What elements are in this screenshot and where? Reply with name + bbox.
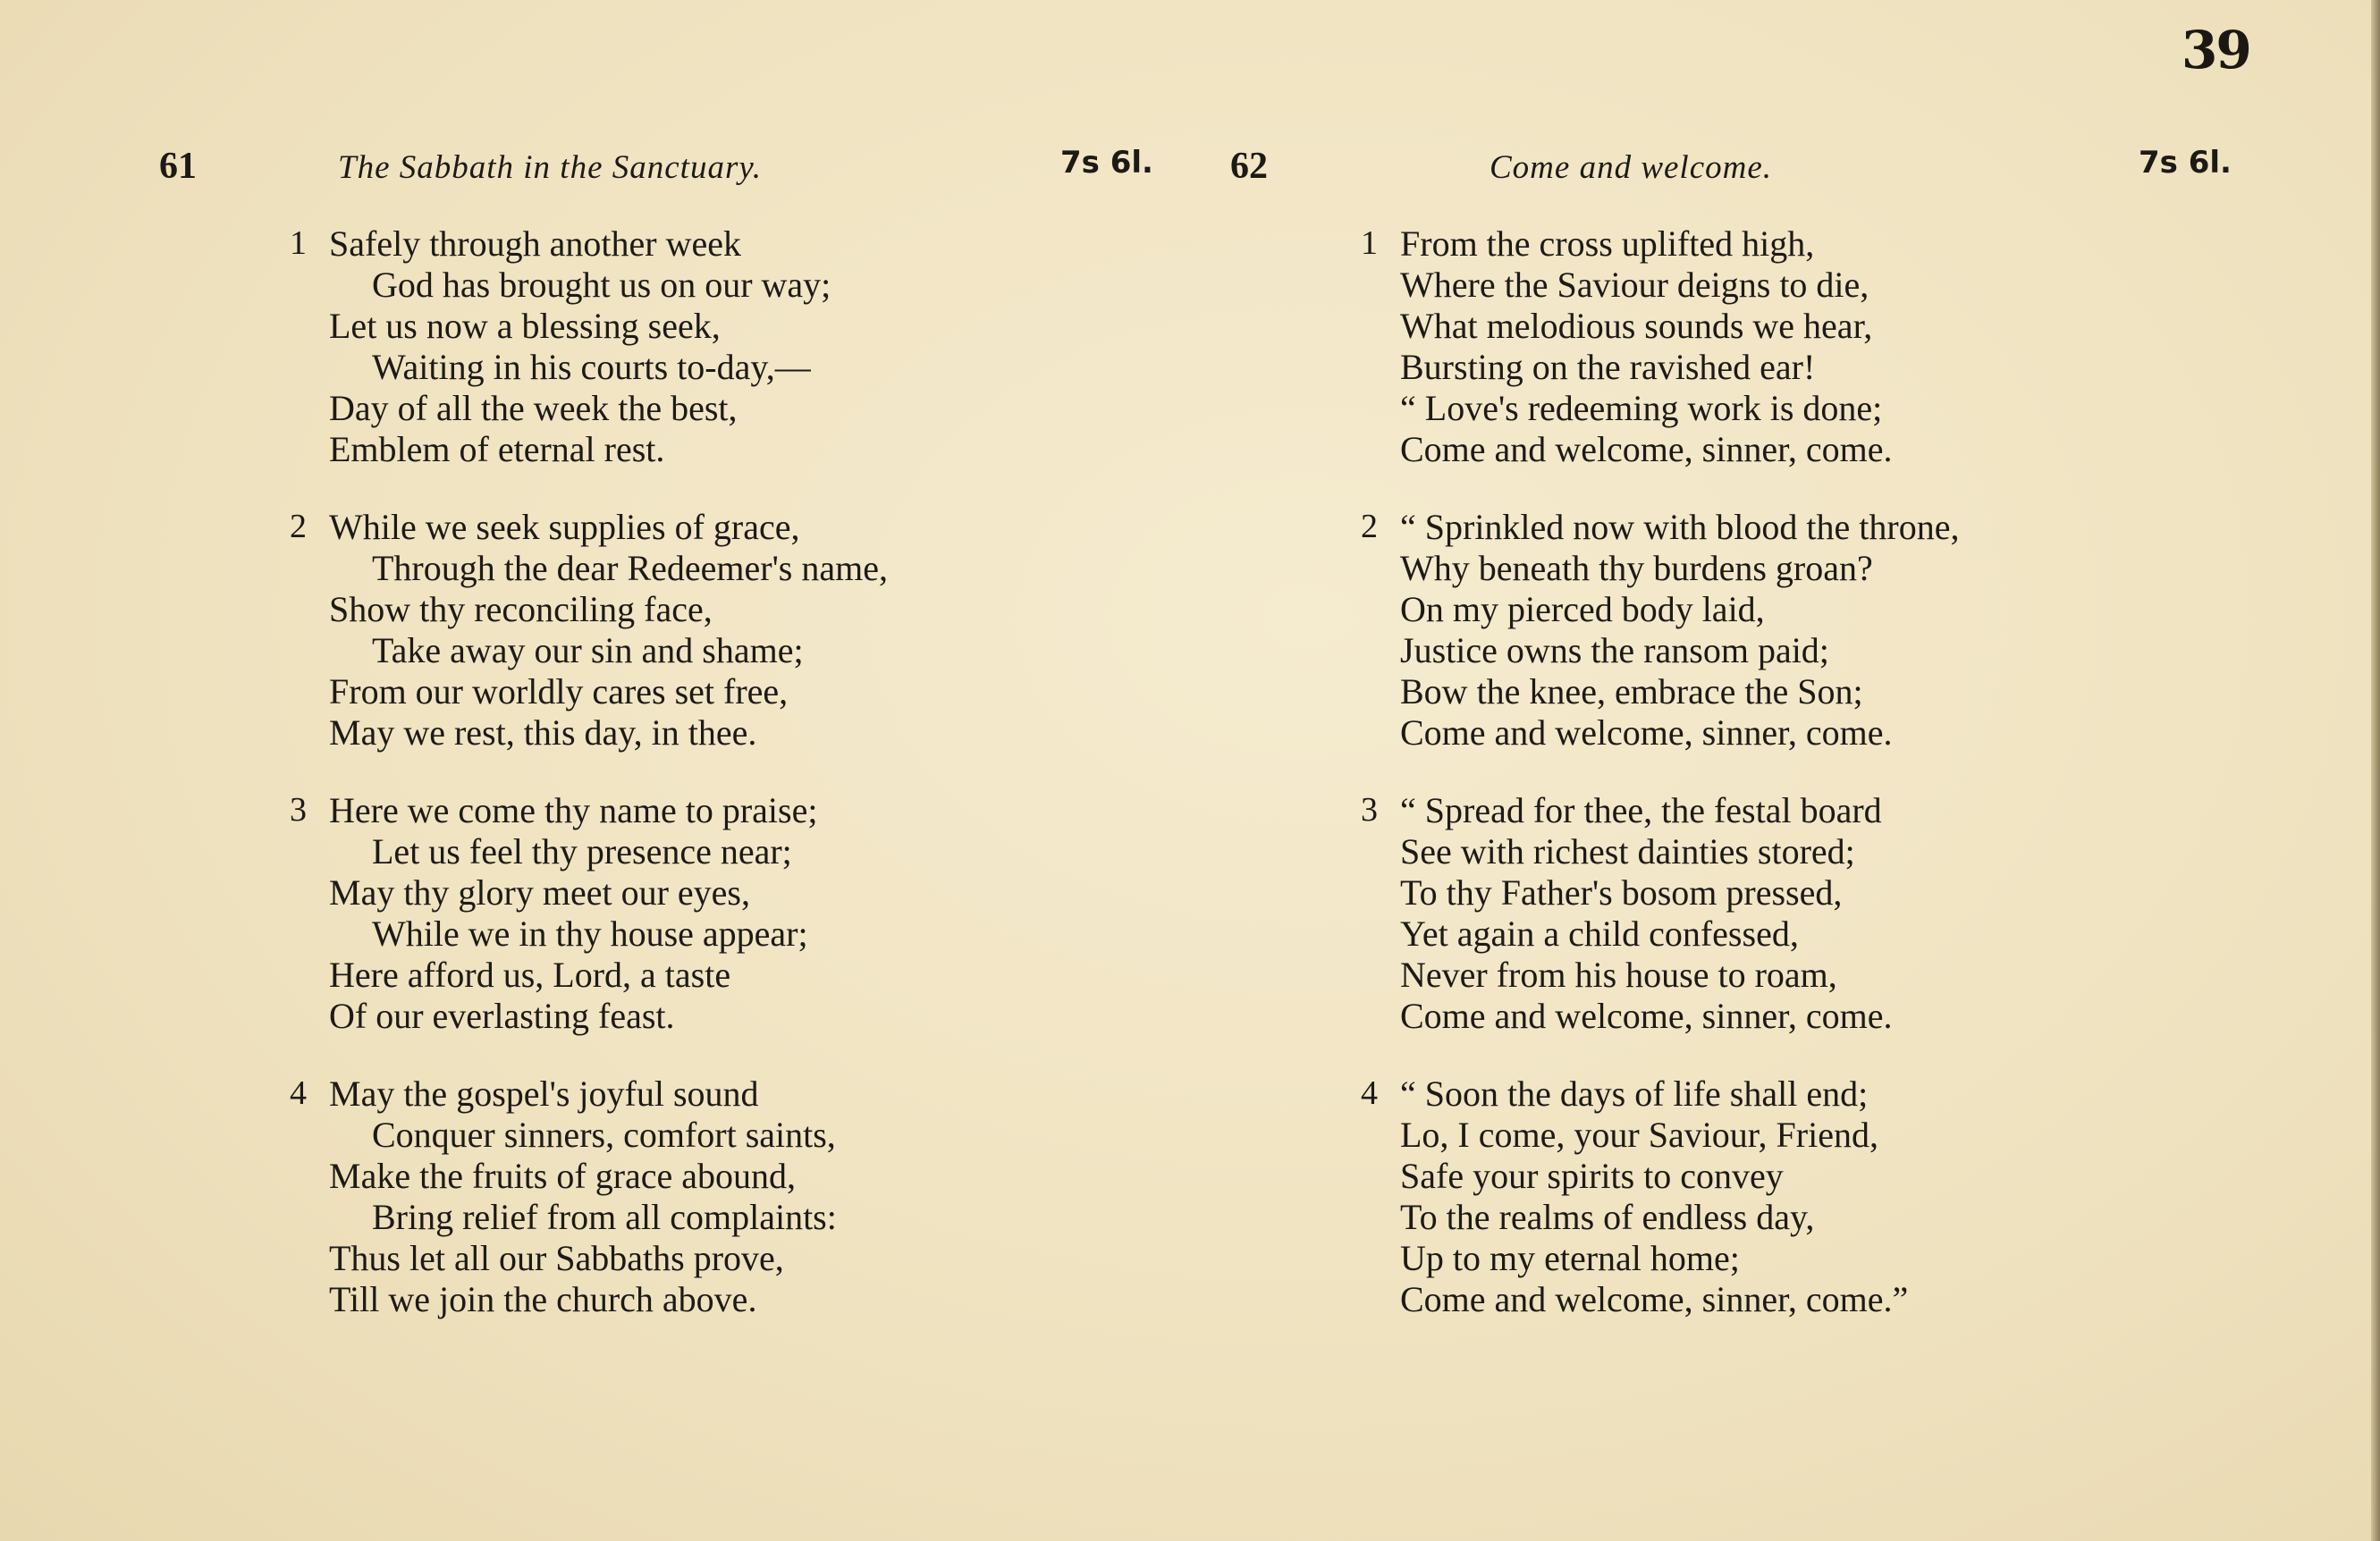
verse-line: May thy glory meet our eyes, [329,872,750,913]
verse-line: Come and welcome, sinner, come. [1400,712,1893,753]
verse-line: Make the fruits of grace abound, [329,1156,797,1196]
verse-line: Bring relief from all complaints: [372,1197,837,1237]
verse-line: “ Spread for thee, the festal board [1400,790,1882,830]
verse-line: Let us now a blessing seek, [329,306,721,346]
page-number: 39 [2182,20,2250,80]
stanza-number: 3 [290,791,307,829]
verse-line: On my pierced body laid, [1400,589,1765,629]
verse-line: Show thy reconciling face, [329,589,713,629]
page-edge [2371,0,2380,1541]
verse-line: “ Love's redeeming work is done; [1400,388,1883,428]
verse-line: While we seek supplies of grace, [329,507,800,547]
verse-line: “ Sprinkled now with blood the throne, [1400,507,1960,547]
verse-line: While we in thy house appear; [372,914,808,954]
verse-line: Come and welcome, sinner, come. [1400,996,1893,1036]
verse-line: Here we come thy name to praise; [329,790,818,830]
verse-line: Justice owns the ransom paid; [1400,630,1829,670]
verse-line: Come and welcome, sinner, come.” [1400,1279,1909,1319]
stanza-number: 3 [1361,791,1378,829]
verse-line: May we rest, this day, in thee. [329,712,757,753]
stanza-lines [1400,507,1959,754]
verse-line: Safe your spirits to convey [1400,1156,1784,1196]
verse-line: Up to my eternal home; [1400,1238,1740,1278]
verse-line: Till we join the church above. [329,1279,757,1319]
verse-line: Take away our sin and shame; [372,630,804,670]
verse-line: Never from his house to roam, [1400,955,1837,995]
stanza-lines [329,223,831,470]
verse-line: To thy Father's bosom pressed, [1400,872,1843,913]
stanza-lines [329,507,888,754]
verse-line: Yet again a child confessed, [1400,914,1799,954]
hymn-title: Come and welcome. [1490,149,1773,186]
verse-line: God has brought us on our way; [372,265,831,305]
verse-line: Here afford us, Lord, a taste [329,955,731,995]
verse-line: Emblem of eternal rest. [329,429,665,469]
hymn-meter: 7s 6l. [1060,145,1153,181]
verse-line: What melodious sounds we hear, [1400,306,1873,346]
verse-line: From our worldly cares set free, [329,671,789,712]
stanza-number: 1 [290,224,307,262]
verse-line: Of our everlasting feast. [329,996,675,1036]
stanza-lines [1400,1074,1908,1320]
stanza-lines [329,1074,837,1320]
stanza-lines [329,790,817,1037]
hymn-meter: 7s 6l. [2139,145,2232,181]
verse-line: Bow the knee, embrace the Son; [1400,671,1863,712]
verse-line: Come and welcome, sinner, come. [1400,429,1893,469]
verse-line: Safely through another week [329,223,741,264]
hymn-number: 61 [159,146,197,187]
verse-line: Lo, I come, your Saviour, Friend, [1400,1115,1878,1155]
stanza-number: 4 [1361,1074,1378,1112]
verse-line: “ Soon the days of life shall end; [1400,1074,1869,1114]
stanza-lines [1400,223,1892,470]
verse-line: Day of all the week the best, [329,388,738,428]
stanza-number: 1 [1361,224,1378,262]
stanza-number: 2 [290,508,307,545]
hymn-title: The Sabbath in the Sanctuary. [338,149,762,186]
hymn-number: 62 [1230,146,1268,187]
verse-line: To the realms of endless day, [1400,1197,1815,1237]
stanza-number: 4 [290,1074,307,1112]
verse-line: May the gospel's joyful sound [329,1074,759,1114]
verse-line: From the cross uplifted high, [1400,223,1815,264]
verse-line: Let us feel thy presence near; [372,831,792,872]
verse-line: See with richest dainties stored; [1400,831,1855,872]
verse-line: Through the dear Redeemer's name, [372,548,888,588]
verse-line: Thus let all our Sabbaths prove, [329,1238,784,1278]
stanza-lines [1400,790,1892,1037]
verse-line: Where the Saviour deigns to die, [1400,265,1869,305]
verse-line: Why beneath thy burdens groan? [1400,548,1873,588]
verse-line: Bursting on the ravished ear! [1400,347,1816,387]
verse-line: Conquer sinners, comfort saints, [372,1115,836,1155]
verse-line: Waiting in his courts to-day,— [372,347,811,387]
stanza-number: 2 [1361,508,1378,545]
